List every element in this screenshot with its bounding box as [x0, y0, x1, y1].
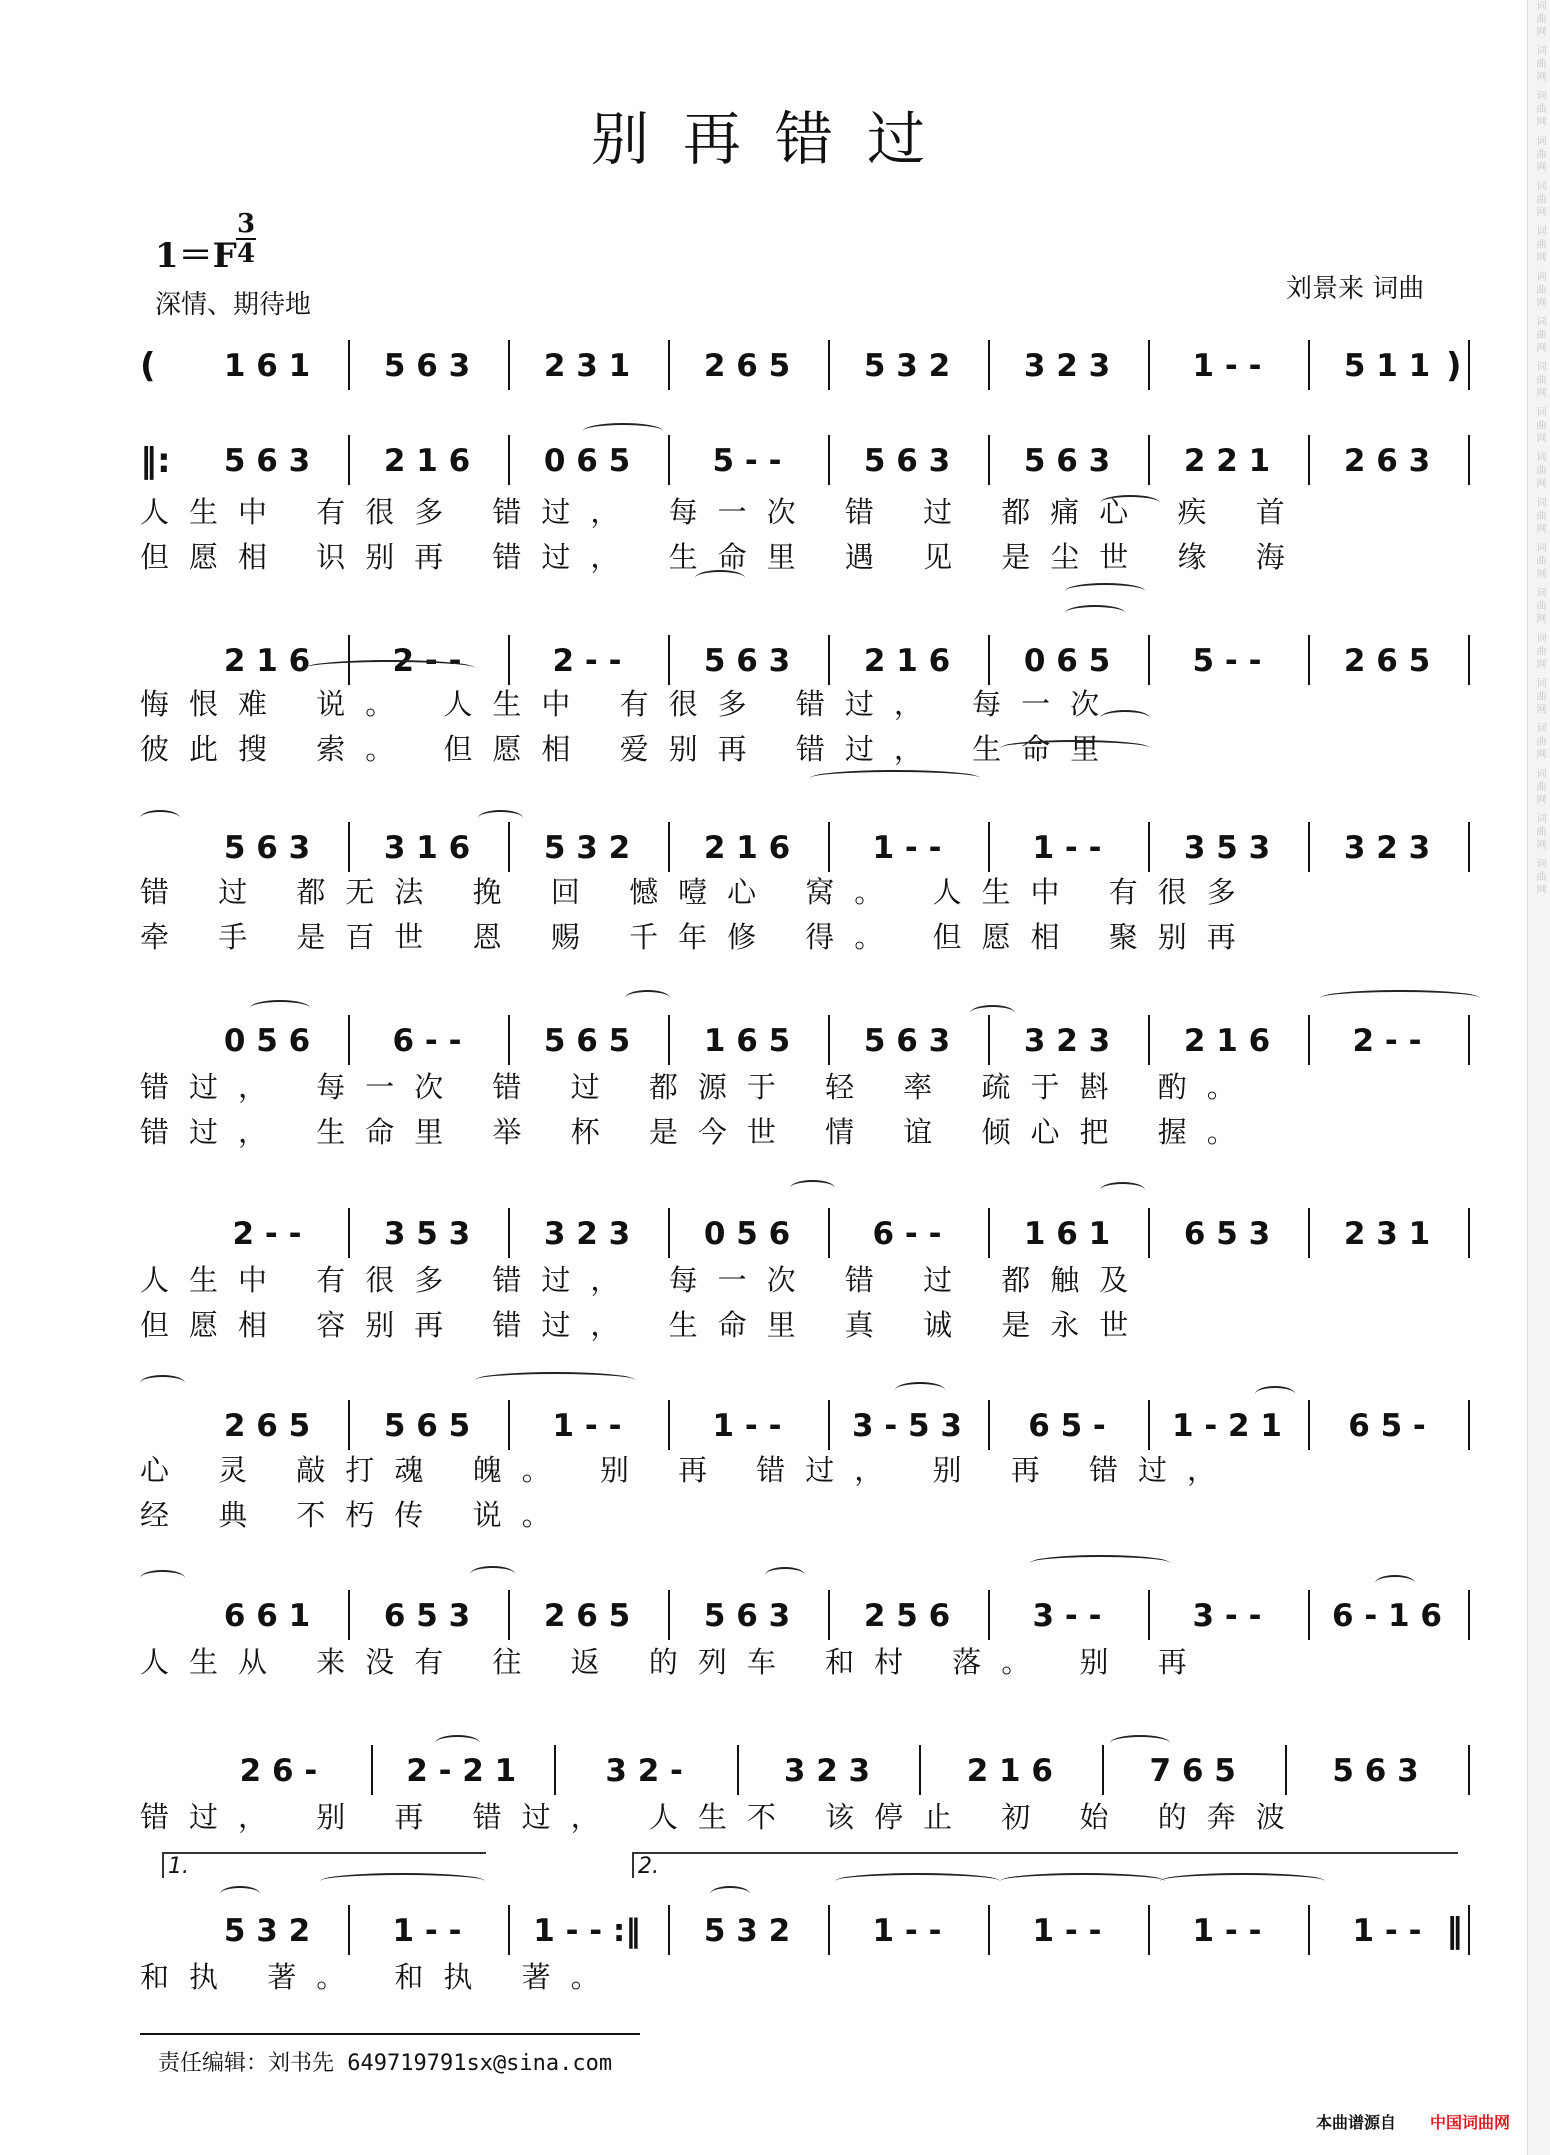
edge-watermark-strip: 词曲网 词曲网 词曲网 词曲网 词曲网 词曲网 词曲网 词曲网 词曲网 词曲网 词曲网 词曲网 词曲网 词曲网 词曲网 词曲网 词曲网 词曲网 词曲网 词曲网 [1527, 0, 1550, 2155]
barline [1468, 635, 1470, 685]
tempo-marking: 深情、期待地 [155, 290, 312, 320]
measure: 6 - 1 6 [1332, 1598, 1442, 1634]
tie-slur [140, 810, 180, 826]
tie-slur [305, 660, 475, 676]
tie-slur [140, 1570, 185, 1586]
measure: 1 - - :‖ [533, 1913, 641, 1949]
barline [1468, 1400, 1470, 1450]
editor-credit: 责任编辑：刘书先 649719791sx@sina.com [158, 2051, 613, 2076]
measure: 2 3 1 [1343, 1216, 1431, 1252]
barline [1468, 1015, 1470, 1065]
tie-slur [1320, 990, 1480, 1006]
measure: 5 6 3 [1023, 443, 1111, 479]
measure: 1 - - [712, 1408, 782, 1444]
measure: 0 6 5 [543, 443, 631, 479]
source-site: 中国词曲网 [1430, 2113, 1511, 2132]
measure: 6 5 - [1348, 1408, 1426, 1444]
tie-slur [250, 1000, 310, 1016]
source-label: 本曲谱源自 [1316, 2113, 1397, 2132]
measure: 5 - - [1192, 643, 1262, 679]
measure: 0 5 6 [703, 1216, 791, 1252]
measure: 5 6 5 [383, 1408, 471, 1444]
measure: 3 2 3 [543, 1216, 631, 1252]
measure: 5 1 1 [1343, 348, 1431, 384]
tie-slur [475, 1372, 635, 1388]
measure: 0 5 6 [223, 1023, 311, 1059]
measure: 5 6 3 [703, 643, 791, 679]
lyric-line: 心 灵 敲打魂 魄。 别 再 错过， 别 再 错过， [140, 1453, 1236, 1487]
measure: 3 - - [1192, 1598, 1262, 1634]
tie-slur [625, 990, 670, 1006]
measure: 1 6 1 [1023, 1216, 1111, 1252]
measure: 3 2 - [605, 1753, 683, 1789]
measure: 2 - - [1352, 1023, 1422, 1059]
measure: 5 6 3 [223, 830, 311, 866]
measure: 2 1 6 [863, 643, 951, 679]
composer-credit: 刘景来 词曲 [1286, 274, 1425, 304]
barline [1468, 340, 1470, 390]
measure: 2 1 6 [223, 643, 311, 679]
tie-slur [1375, 1575, 1415, 1591]
lyric-line: 牵 手 是百世 恩 赐 千年修 得。 但愿相 聚别再 [140, 920, 1256, 954]
measure: 2 6 5 [543, 1598, 631, 1634]
measure: 1 - - [872, 830, 942, 866]
measure: 7 6 5 [1149, 1753, 1236, 1789]
footer-rule [140, 2033, 640, 2035]
tie-slur [1065, 583, 1145, 599]
system-start-mark: ( [140, 346, 156, 386]
tie-slur [140, 1375, 185, 1391]
measure: 5 6 3 [703, 1598, 791, 1634]
measure: 1 - - [1352, 1913, 1422, 1949]
measure: 3 2 3 [1343, 830, 1431, 866]
measure: 6 - - [392, 1023, 462, 1059]
measure: 5 6 3 [1332, 1753, 1419, 1789]
measure: 5 6 3 [223, 443, 311, 479]
measure: 5 3 2 [863, 348, 951, 384]
measure: 1 - - [1032, 830, 1102, 866]
tie-slur [970, 1005, 1015, 1021]
tie-slur [1255, 1386, 1295, 1402]
measure: 3 5 3 [383, 1216, 471, 1252]
measure: 0 6 5 [1023, 643, 1111, 679]
song-title: 别再错过 [590, 105, 959, 173]
barline [1468, 1905, 1470, 1955]
measure: 2 1 6 [966, 1753, 1053, 1789]
tie-slur [435, 1735, 480, 1751]
system-end-mark: ‖ [1446, 1911, 1463, 1951]
measure: 5 3 2 [543, 830, 631, 866]
measure: 2 6 5 [223, 1408, 311, 1444]
barline [1468, 1590, 1470, 1640]
system-end-mark: ) [1446, 346, 1462, 386]
tie-slur [1030, 1555, 1170, 1571]
tie-slur [810, 770, 980, 786]
lyric-line: 错过， 生命里 举 杯 是今世 情 谊 倾心把 握。 [140, 1115, 1256, 1149]
measure: 1 - - [392, 1913, 462, 1949]
measure: 5 6 3 [383, 348, 471, 384]
measure: 2 - - [392, 643, 462, 679]
system-start-mark: ‖: [140, 441, 171, 481]
measure: 3 - 5 3 [852, 1408, 962, 1444]
barline [1468, 1208, 1470, 1258]
measure: 1 - - [1192, 1913, 1262, 1949]
measure: 2 2 1 [1183, 443, 1271, 479]
measure: 5 6 3 [863, 1023, 951, 1059]
measure: 2 3 1 [543, 348, 631, 384]
measure: 5 - - [712, 443, 782, 479]
measure: 1 6 5 [703, 1023, 791, 1059]
lyric-line: 但愿相 识别再 错过， 生命里 遇 见 是尘世 缘 海 [140, 540, 1305, 574]
tie-slur [583, 423, 663, 439]
key-signature: 1＝F [155, 236, 237, 276]
lyric-line: 人生中 有很多 错过， 每一次 错 过 都痛心 疾 首 [140, 495, 1305, 529]
measure: 2 5 6 [863, 1598, 951, 1634]
tie-slur [1065, 605, 1125, 621]
measure: 3 5 3 [1183, 830, 1271, 866]
lyric-line: 错 过 都无法 挽 回 憾噎心 窝。 人生中 有很多 [140, 875, 1256, 909]
measure: 5 6 5 [543, 1023, 631, 1059]
measure: 2 - 2 1 [406, 1753, 517, 1789]
tie-slur [470, 1566, 515, 1582]
lyric-line: 错过， 别 再 错过， 人生不 该停止 初 始 的奔波 [140, 1800, 1305, 1834]
measure: 3 2 3 [1023, 1023, 1111, 1059]
measure: 1 - - [552, 1408, 622, 1444]
measure: 1 - - [1032, 1913, 1102, 1949]
tie-slur [220, 1886, 260, 1902]
measure: 2 - - [552, 643, 622, 679]
measure: 6 5 3 [383, 1598, 471, 1634]
measure: 6 - - [872, 1216, 942, 1252]
lyric-line: 和执 著。 和执 著。 [140, 1960, 620, 1994]
measure: 1 - 2 1 [1172, 1408, 1282, 1444]
measure: 2 6 3 [1343, 443, 1431, 479]
measure: 3 1 6 [383, 830, 471, 866]
measure: 2 6 5 [1343, 643, 1431, 679]
tie-slur [1100, 1182, 1145, 1198]
measure: 1 - - [1192, 348, 1262, 384]
tie-slur [1100, 495, 1160, 511]
barline [1468, 435, 1470, 485]
barline [1468, 1745, 1470, 1795]
lyric-line: 人生从 来没有 往 返 的列车 和村 落。 别 再 [140, 1645, 1207, 1679]
measure: 1 6 1 [223, 348, 311, 384]
lyric-line: 经 典 不朽传 说。 [140, 1498, 571, 1532]
tie-slur [695, 570, 745, 586]
measure: 2 6 - [239, 1753, 318, 1789]
volta-first-ending: 1. [162, 1852, 486, 1878]
measure: 2 - - [232, 1216, 302, 1252]
tie-slur [790, 1180, 835, 1196]
measure: 5 3 2 [703, 1913, 791, 1949]
meter-top: 3 [236, 209, 256, 239]
tie-slur [710, 1886, 750, 1902]
lyric-line: 错过， 每一次 错 过 都源于 轻 率 疏于斟 酌。 [140, 1070, 1256, 1104]
lyric-line: 悔恨难 说。 人生中 有很多 错过， 每一次 [140, 687, 1120, 721]
measure: 3 2 3 [1023, 348, 1111, 384]
measure: 2 1 6 [383, 443, 471, 479]
tie-slur [478, 810, 523, 826]
lyric-line: 彼此搜 索。 但愿相 爱别再 错过， 生命里 [140, 732, 1120, 766]
lyric-line: 但愿相 容别再 错过， 生命里 真 诚 是永世 [140, 1308, 1149, 1342]
tie-slur [765, 1567, 805, 1583]
volta-second-ending: 2. [632, 1852, 1458, 1878]
meter-bottom: 4 [236, 239, 256, 269]
measure: 5 6 3 [863, 443, 951, 479]
measure: 6 5 - [1028, 1408, 1106, 1444]
measure: 3 - - [1032, 1598, 1102, 1634]
barline [1468, 822, 1470, 872]
measure: 2 6 5 [703, 348, 791, 384]
tie-slur [1110, 1735, 1170, 1751]
tie-slur [1100, 710, 1150, 726]
tie-slur [895, 1382, 945, 1398]
measure: 5 3 2 [223, 1913, 311, 1949]
measure: 2 1 6 [1183, 1023, 1271, 1059]
measure: 6 6 1 [223, 1598, 311, 1634]
tie-slur [1000, 740, 1150, 756]
measure: 6 5 3 [1183, 1216, 1271, 1252]
measure: 1 - - [872, 1913, 942, 1949]
lyric-line: 人生中 有很多 错过， 每一次 错 过 都触及 [140, 1263, 1149, 1297]
measure: 3 2 3 [783, 1753, 871, 1789]
time-signature [236, 210, 256, 268]
measure: 2 1 6 [703, 830, 791, 866]
